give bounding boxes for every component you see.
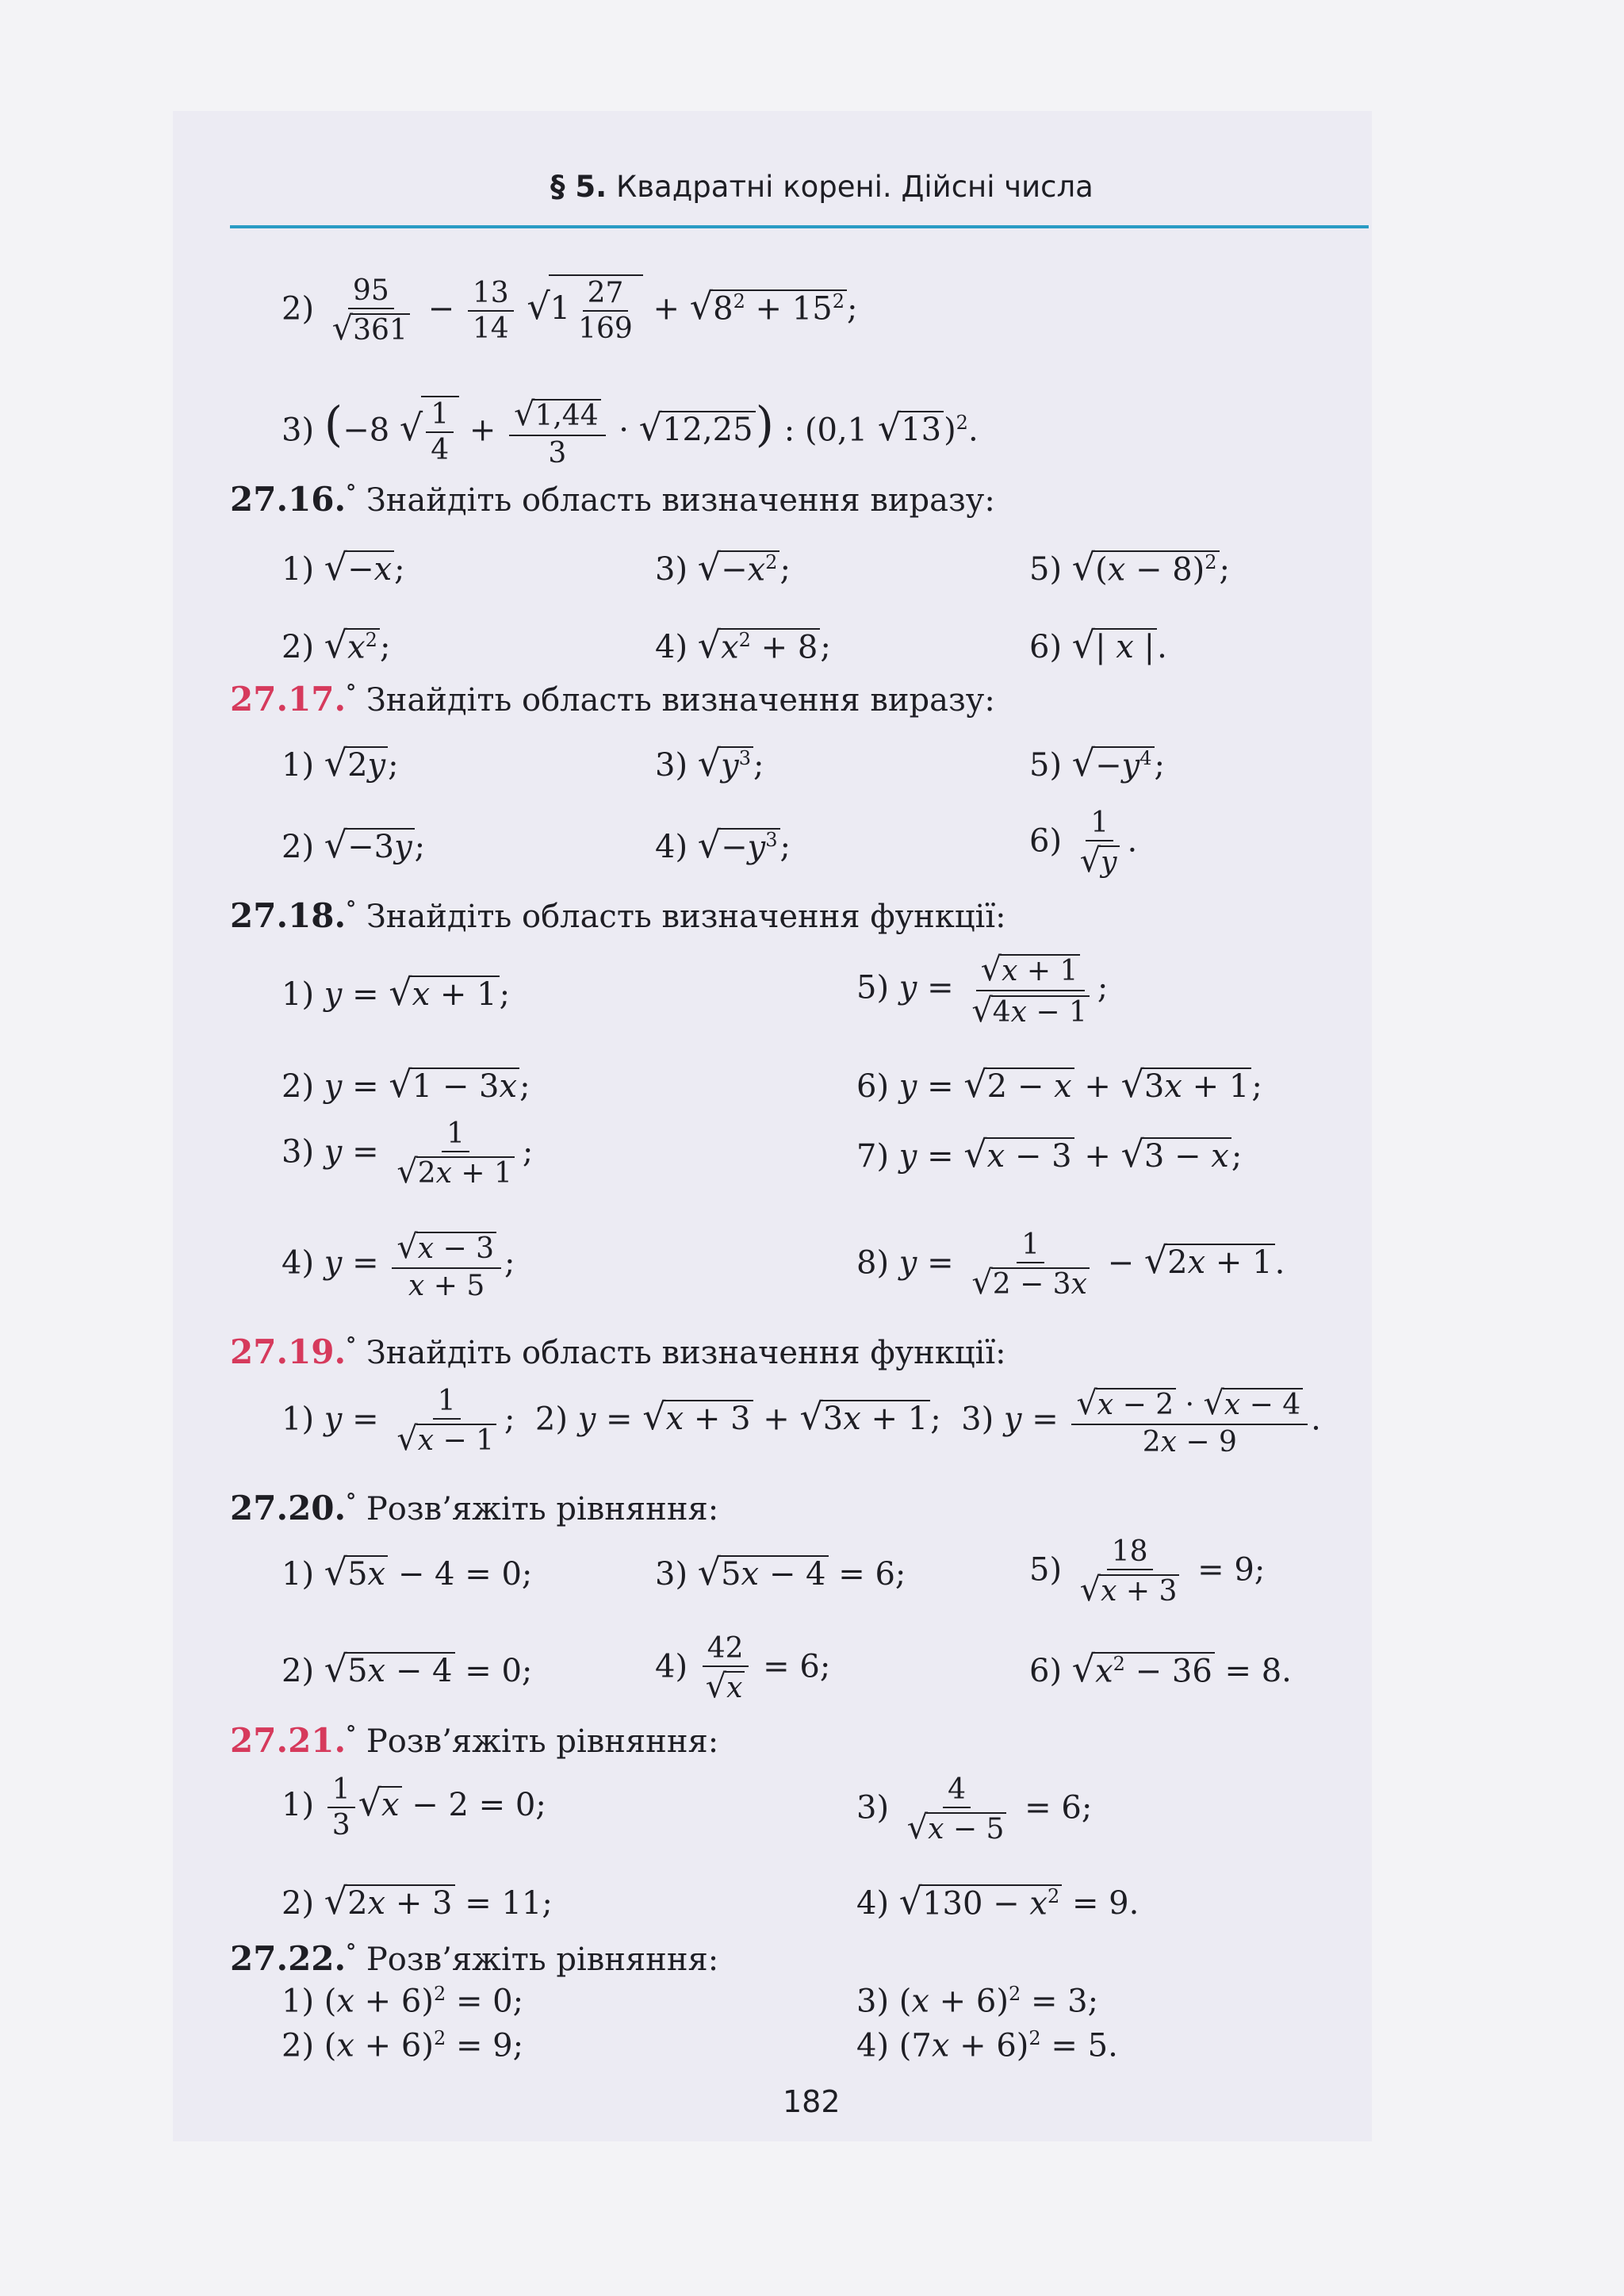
expr-27-18-5: 5) y = $\frac{√x + 1}{√4x - 1}$ ; [856,950,1109,1029]
expr-27-20-6: 6) $√x^2 - 36 = 8$. [1029,1647,1292,1690]
expr-27-16-3: 3) $√-x^2$; [655,546,791,588]
expr-27-18-8: 8) y = $\frac{1}{√2 - 3x}$ − √2x + 1. [856,1228,1285,1302]
problem-27-22-heading: 27.22.° Розв’яжіть рівняння: [230,1939,719,1978]
expr-27-16-2: 2) $√x^2$; [282,623,391,666]
expr-27-18-4: 4) y = $\frac{√x - 3}{x + 5}$ ; [282,1228,515,1302]
expr-27-17-3: 3) $√y^3$; [655,742,764,784]
expr-27-17-1: 1) √2y; [282,742,399,784]
expr-27-21-4: 4) $√130 - x^2 = 9$. [856,1880,1139,1922]
problem-27-16-heading: 27.16.° Знайдіть область визначення виразу: [230,480,995,519]
expr-27-22-1: 1) $(x + 6)^2 = 0$; [282,1983,524,2020]
expr-27-17-5: 5) $√-y^4$; [1029,742,1165,784]
expr-27-17-2: 2) √−3y; [282,823,426,866]
expr-prev-3: 3) (−8 √ $\frac{1}{4}$ + $\frac{√1,44}{3}$ · √12,25) : (0,1 √13)$^2$. [282,395,979,470]
expr-27-20-2: 2) √5x − 4 = 0; [282,1647,533,1690]
expr-27-18-1: 1) y = √x + 1; [282,971,511,1014]
expr-27-18-7: 7) y = √x − 3 + √3 − x; [856,1133,1243,1175]
header-title: § 5. Квадратні корені. Дійсні числа [550,170,1094,204]
expr-27-16-1: 1) √−x; [282,546,405,588]
expr-27-17-4: 4) $√-y^3$; [655,823,791,866]
expr-27-16-4: 4) $√x^2 + 8$; [655,623,831,666]
expr-27-16-6: 6) √| x |. [1029,623,1167,666]
page-header [230,155,1369,228]
expr-27-22-3: 3) $(x + 6)^2 = 3$; [856,1983,1099,2020]
expr-27-22-4: 4) $(7x + 6)^2 = 5$. [856,2027,1118,2064]
expr-27-21-1: 1) $\frac{1}{3}$ √x − 2 = 0; [282,1773,546,1842]
problem-27-19-heading: 27.19.° Знайдіть область визначення функції: [230,1332,1006,1371]
expr-prev-2: 2) $\frac{95}{√361}$ − $\frac{13}{14}$ √1 $\frac{27}{169}$ + $√8^2 + 15^2$; [282,274,858,348]
expr-27-17-6: 6) $\frac{1}{√y}$ . [1029,807,1138,880]
problem-27-18-heading: 27.18.° Знайдіть область визначення функції: [230,896,1006,935]
problem-27-20-heading: 27.20.° Розв’яжіть рівняння: [230,1489,719,1527]
expr-27-21-2: 2) √2x + 3 = 11; [282,1880,553,1922]
problem-27-21-heading: 27.21.° Розв’яжіть рівняння: [230,1721,719,1760]
expr-27-19-row: 1) y = $\frac{1}{√x - 1}$ ; 2) y = √x + 3 + √3x + 1; 3) y = $\frac{√x - 2 \cdot √x - 4}{2x - 9}$ . [282,1384,1321,1458]
expr-27-18-6: 6) y = √2 − x + √3x + 1; [856,1063,1262,1106]
expr-27-22-2: 2) $(x + 6)^2 = 9$; [282,2027,524,2064]
expr-27-20-1: 1) √5x − 4 = 0; [282,1550,533,1593]
expr-27-18-2: 2) y = √1 − 3x; [282,1063,530,1106]
problem-27-17-heading: 27.17.° Знайдіть область визначення виразу: [230,680,995,719]
page-number: 182 [783,2084,841,2119]
expr-27-21-3: 3) $\frac{4}{√x - 5}$ = 6; [856,1773,1093,1847]
expr-27-16-5: 5) $√(x - 8)^2$; [1029,546,1231,588]
expr-27-20-4: 4) $\frac{42}{√x}$ = 6; [655,1632,831,1706]
expr-27-20-5: 5) $\frac{18}{√x + 3}$ = 9; [1029,1535,1266,1609]
expr-27-20-3: 3) √5x − 4 = 6; [655,1550,906,1593]
expr-27-18-3: 3) y = $\frac{1}{√2x + 1}$ ; [282,1117,534,1191]
